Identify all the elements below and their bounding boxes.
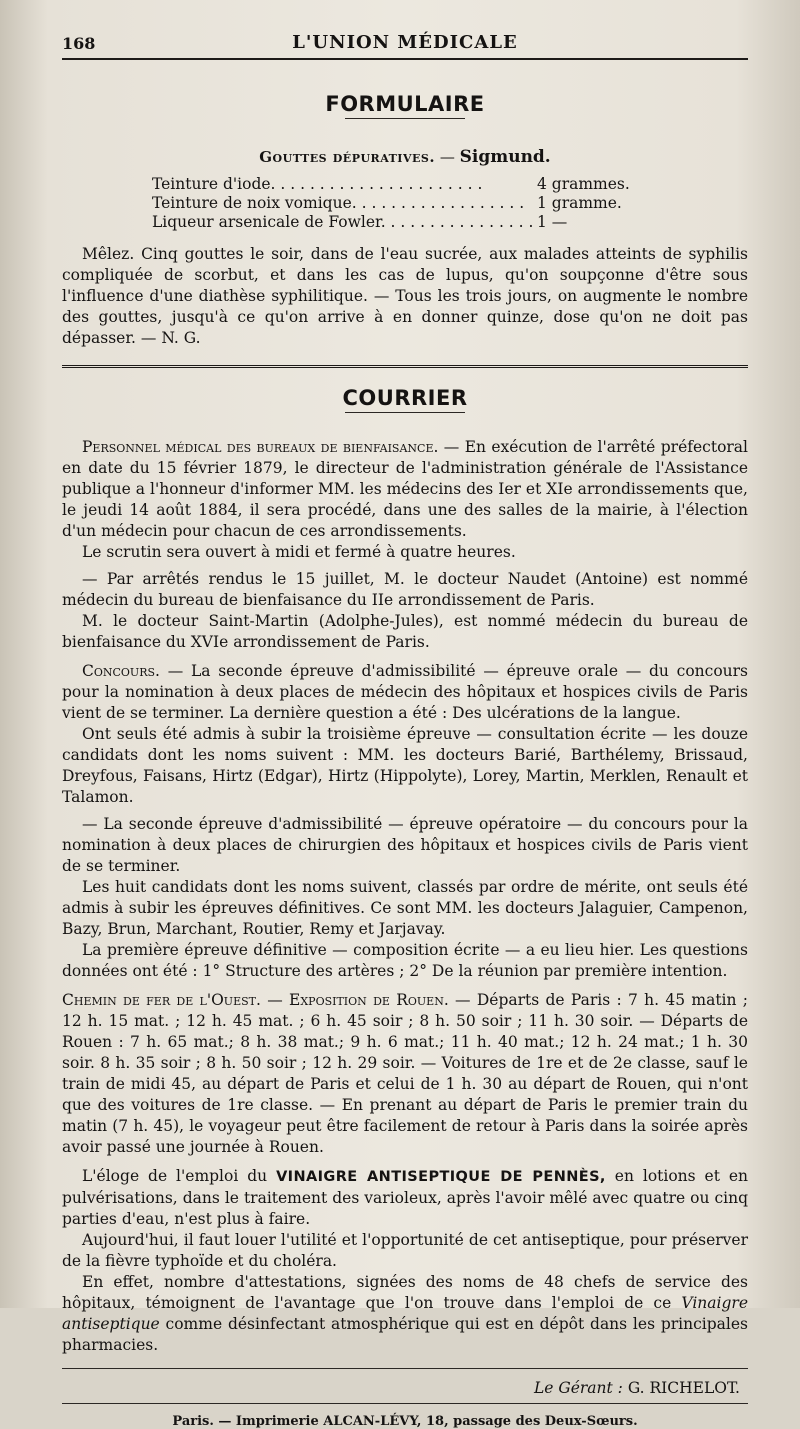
eloge-post: en lotions et en pulvérisations, dans le traitement des varioleux, après l'avoir mêlé avec quatre ou cinq parties d'eau, n'est plus à faire. xyxy=(62,1167,749,1228)
recipe-dash: — xyxy=(435,148,460,166)
effet-italic: Vinaigre antiseptique xyxy=(62,1294,748,1333)
arretes-paragraph: — Par arrêtés rendus le 15 juillet, M. le docteur Naudet (Antoine) est nommé médecin du bureau de bienfaisance du IIe arrondissement de Paris. xyxy=(62,570,748,609)
formulaire-instructions: Mêlez. Cinq gouttes le soir, dans de l'eau sucrée, aux malades atteints de syphilis compliquée de scorbut, et dans les cas de lupus, qu'on soupçonne d'être sous l'influence d'une diathèse syphilitique. — Tous les trois jours, on augmente le nombre des gouttes, jusqu'à ce qu'on arrive à en donner quinze, dose qu'on ne doit pas dépasser. — N. G. xyxy=(62,245,748,347)
chirurgien-paragraph: — La seconde épreuve d'admissibilité — épreuve opératoire — du concours pour la nomination à deux places de chirurgien des hôpitaux et hospices civils de Paris vient de se terminer. xyxy=(62,815,748,875)
personnel-paragraph xyxy=(62,437,748,542)
running-title: L'UNION MÉDICALE xyxy=(292,32,518,53)
imprint-line: Paris. — Imprimerie ALCAN-LÉVY, 18, passage des Deux-Sœurs. xyxy=(172,1414,638,1429)
vinaigre-brand: VINAIGRE ANTISEPTIQUE DE PENNÈS, xyxy=(276,1169,606,1185)
ingredient-dose: 1 — xyxy=(537,213,568,231)
aujourdhui-paragraph: Aujourd'hui, il faut louer l'utilité et l'opportunité de cet antiseptique, pour préserver de la fièvre typhoïde et du choléra. xyxy=(62,1231,748,1270)
effet-pre: En effet, nombre d'attestations, signées des noms de 48 chefs de service des hôpitaux, témoignent de l'avantage que l'on trouve dans l'emploi de ce xyxy=(62,1273,748,1312)
page-number: 168 xyxy=(62,34,96,53)
ingredient-row xyxy=(152,213,748,232)
concours-paragraph xyxy=(62,661,748,724)
chemin-de-fer-paragraph xyxy=(62,990,748,1158)
formulaire-title-rule xyxy=(345,118,465,119)
chemin-text: — Départs de Paris : 7 h. 45 matin ; 12 h. 15 mat. ; 12 h. 45 mat. ; 6 h. 45 soir ; 8 h. 50 soir ; 11 h. 30 soir. — Départs de Rouen : 7 h. 65 mat.; 8 h. 38 mat.; 9 h. 6 mat.; 11 h. 40 mat.; 12 h. 24 mat.; 1 h. 30 soir. 8 h. 35 soir ; 8 h. 50 soir ; 12 h. 29 soir. — Voitures de 1re et de 2e classe, sauf le train de midi 45, au départ de Paris et celui de 1 h. 30 au départ de Rouen, qui n'ont que des voitures de 1re classe. — En prenant au départ de Paris le premier train du matin (7 h. 45), le voyageur peut être facilement de retour à Paris dans la soirée après avoir passé une journée à Rouen. xyxy=(62,991,748,1156)
page-header xyxy=(62,30,748,56)
concours-text: — La seconde épreuve d'admissibilité — épreuve orale — du concours pour la nomination à deux places de médecin des hôpitaux et hospices civils de Paris vient de se terminer. La dernière question a été : Des ulcérations de la langue. xyxy=(62,662,748,722)
ingredient-dose: 4 grammes. xyxy=(537,175,630,193)
effet-post: comme désinfectant atmosphérique qui est en dépôt dans les principales pharmacies. xyxy=(62,1315,748,1354)
personnel-text: — En exécution de l'arrêté préfectoral en date du 15 février 1879, le directeur de l'administration générale de l'Assistance publique a l'honneur d'informer MM. les médecins des Ier et XIe arrondissements que, le jeudi 14 août 1884, il sera procédé, dans une des salles de la mairie, à l'élection d'un médecin pour chacun de ces arrondissements. xyxy=(62,438,749,540)
ingredient-row xyxy=(152,194,748,213)
recipe-author: Sigmund. xyxy=(459,147,551,167)
exposition-label: Exposition de Rouen. xyxy=(289,991,449,1009)
ingredient-dose: 1 gramme. xyxy=(537,194,622,212)
personnel-label: Personnel médical des bureaux de bienfaisance. xyxy=(82,438,439,456)
imprint-rule xyxy=(62,1403,748,1404)
saint-martin-paragraph: M. le docteur Saint-Martin (Adolphe-Jules), est nommé médecin du bureau de bienfaisance du XVIe arrondissement de Paris. xyxy=(62,612,748,651)
chemin-label: Chemin de fer de l'Ouest. xyxy=(62,991,261,1009)
gerant-signature xyxy=(62,1379,740,1397)
ingredient-name: Liqueur arsenicale de Fowler. . . . . . . . . . . . . . . . xyxy=(152,213,534,231)
courrier-title: COURRIER xyxy=(342,386,468,410)
ingredient-name: Teinture d'iode. . . . . . . . . . . . . . . . . . . . . . xyxy=(152,175,483,193)
eloge-pre: L'éloge de l'emploi du xyxy=(82,1167,277,1185)
gerant-label: Le Gérant : xyxy=(533,1379,623,1397)
admis-paragraph: Ont seuls été admis à subir la troisième épreuve — consultation écrite — les douze candidats dont les noms suivent : MM. les docteurs Barié, Barthélemy, Brissaud, Dreyfous, Faisans, Hirtz (Edgar), Hirtz (Hippolyte), Lorey, Martin, Merklen, Renault et Talamon. xyxy=(62,725,748,806)
ingredient-name: Teinture de noix vomique. . . . . . . . . . . . . . . . . . xyxy=(152,194,525,212)
effet-paragraph xyxy=(62,1272,748,1356)
recipe-name: Gouttes dépuratives. xyxy=(259,148,436,166)
ingredient-list xyxy=(152,175,748,232)
scrutin-paragraph: Le scrutin sera ouvert à midi et fermé à quatre heures. xyxy=(82,543,516,561)
gerant-name: G. RICHELOT. xyxy=(622,1379,740,1397)
ingredient-row xyxy=(152,175,748,194)
recipe-heading xyxy=(62,147,748,167)
closing-rule xyxy=(62,1368,748,1369)
eloge-paragraph xyxy=(62,1166,748,1230)
concours-label: Concours. xyxy=(82,662,160,680)
premiere-epreuve-paragraph: La première épreuve définitive — composition écrite — a eu lieu hier. Les questions données ont été : 1° Structure des artères ; 2° De la réunion par première intention. xyxy=(62,941,748,980)
huit-candidats-paragraph: Les huit candidats dont les noms suivent, classés par ordre de mérite, ont seuls été admis à subir les épreuves définitives. Ce sont MM. les docteurs Jalaguier, Campenon, Bazy, Brun, Marchant, Routier, Remy et Jarjavay. xyxy=(62,878,748,938)
chemin-dash: — xyxy=(260,991,290,1009)
formulaire-title: FORMULAIRE xyxy=(325,92,485,116)
